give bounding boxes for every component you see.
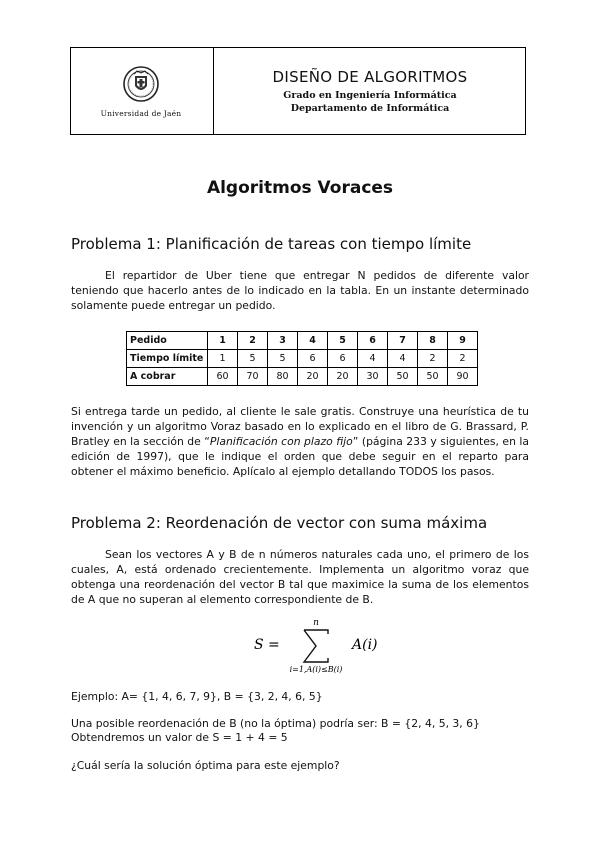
row-header-a-cobrar: A cobrar (127, 368, 208, 386)
example-line: Ejemplo: A= {1, 4, 6, 7, 9}, B = {3, 2, 4, 6, 5} (71, 690, 323, 703)
table-cell: 4 (358, 350, 388, 368)
problem2-intro-text: Sean los vectores A y B de n números naturales cada uno, el primero de los cuales, A, está ordenado crecientemente. Implementa un algoritmo voraz que obtenga una reordenación del vector B tal que maximice la suma de los elementos de A que no superan al elemento correspondiente de B. (71, 548, 529, 606)
table-cell: 50 (418, 368, 448, 386)
formula-upper: n (313, 618, 319, 628)
formula-lhs: S = (254, 637, 280, 653)
table-cell: 3 (268, 332, 298, 350)
table-row (127, 368, 478, 386)
table-row (127, 350, 478, 368)
row-header-pedido: Pedido (127, 332, 208, 350)
table-cell: 2 (448, 350, 478, 368)
formula-lower: i=1,A(i)≤B(i) (289, 665, 343, 674)
table-cell: 20 (328, 368, 358, 386)
problem1-heading: Problema 1: Planificación de tareas con tiempo límite (71, 235, 472, 253)
orders-table (126, 331, 478, 386)
table-cell: 6 (328, 350, 358, 368)
table-cell: 1 (208, 332, 238, 350)
table-cell: 5 (328, 332, 358, 350)
document-title: Algoritmos Voraces (206, 178, 394, 198)
table-cell: 6 (298, 350, 328, 368)
formula-term: A(i) (352, 637, 378, 653)
table-cell: 70 (238, 368, 268, 386)
problem2-heading: Problema 2: Reordenación de vector con suma máxima (71, 514, 488, 532)
table-cell: 4 (388, 350, 418, 368)
table-cell: 20 (298, 368, 328, 386)
table-cell: 5 (238, 350, 268, 368)
table-cell: 80 (268, 368, 298, 386)
sum-formula (250, 612, 390, 674)
table-row (127, 332, 478, 350)
table-cell: 2 (238, 332, 268, 350)
sigma-symbol (304, 630, 328, 662)
course-title: DISEÑO DE ALGORITMOS (272, 68, 468, 86)
table-cell: 2 (418, 350, 448, 368)
department-name: Departamento de Informática (290, 103, 450, 114)
problem1-intro-text: El repartidor de Uber tiene que entregar N pedidos de diferente valor teniendo que hacerlo antes de lo indicado en la tabla. En un instante determinado solamente puede entregar un pedido. (71, 269, 529, 312)
table-cell: 9 (448, 332, 478, 350)
problem1-body-italic: Planificación con plazo fijo (209, 435, 353, 448)
row-header-tiempo-limite: Tiempo límite (127, 350, 208, 368)
table-cell: 30 (358, 368, 388, 386)
table-cell: 5 (268, 350, 298, 368)
problem1-body (71, 404, 529, 479)
possible-reordering: Una posible reordenación de B (no la óptima) podría ser: B = {2, 4, 5, 3, 6} (71, 717, 480, 730)
obtained-value: Obtendremos un valor de S = 1 + 4 = 5 (71, 731, 288, 744)
table-cell: 7 (388, 332, 418, 350)
table-cell: 60 (208, 368, 238, 386)
table-cell: 6 (358, 332, 388, 350)
table-cell: 90 (448, 368, 478, 386)
optimal-question: ¿Cuál sería la solución óptima para este ejemplo? (71, 759, 340, 772)
problem1-body-part2: ” (página 233 y siguientes, en la edición de 1997), que le indique el orden que debe seguir en el reparto para obtener el máximo beneficio. Aplícalo al ejemplo detallando TODOS los pasos. (71, 435, 529, 478)
university-name: Universidad de Jaén (100, 109, 182, 118)
problem1-intro (71, 268, 529, 313)
table-cell: 8 (418, 332, 448, 350)
table-cell: 1 (208, 350, 238, 368)
degree-name: Grado en Ingeniería Informática (283, 90, 457, 101)
table-cell: 4 (298, 332, 328, 350)
table-cell: 50 (388, 368, 418, 386)
problem2-intro (71, 547, 529, 607)
problem1-body-part1: Si entrega tarde un pedido, al cliente le sale gratis. Construye una heurística de tu invención y un algoritmo Voraz basado en lo explicado en el libro de G. Brassard, P. Bratley en la sección de “ (71, 405, 529, 448)
